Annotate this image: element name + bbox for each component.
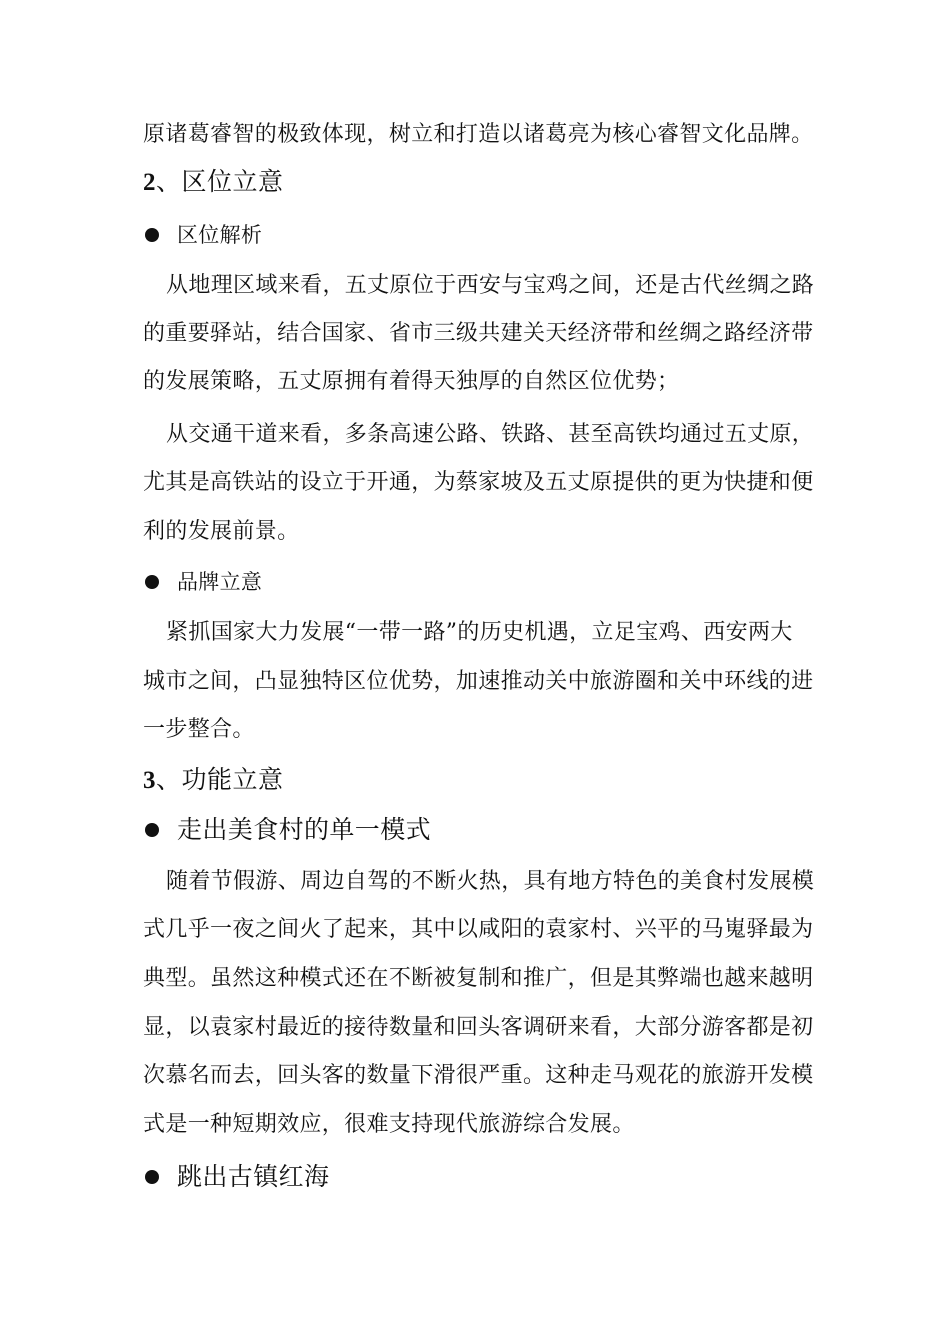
paragraph-line: 利的发展前景。 (143, 519, 300, 544)
bullet-icon (145, 228, 159, 242)
paragraph-line: 典型。虽然这种模式还在不断被复制和推广，但是其弊端也越来越明 (143, 966, 814, 991)
bullet-icon (145, 823, 159, 837)
bullet-label: 走出美食村的单一模式 (177, 815, 432, 844)
bullet-icon (145, 1170, 159, 1184)
paragraph-line: 城市之间，凸显独特区位优势，加速推动关中旅游圈和关中环线的进 (143, 669, 814, 694)
bullet-label: 区位解析 (177, 223, 263, 247)
bullet-icon (145, 575, 159, 589)
section-heading-3 (143, 760, 808, 800)
bullet-item-brand-concept (145, 562, 262, 602)
paragraph-line: 紧抓国家大力发展“一带一路”的历史机遇，立足宝鸡、西安两大 (166, 620, 793, 645)
paragraph-line: 一步整合。 (143, 717, 255, 742)
heading-number: 3 (143, 767, 156, 794)
bullet-label: 跳出古镇红海 (177, 1162, 330, 1191)
bullet-label: 品牌立意 (177, 570, 263, 594)
paragraph-line: 的发展策略，五丈原拥有着得天独厚的自然区位优势； (143, 369, 680, 394)
paragraph-line: 次慕名而去，回头客的数量下滑很严重。这种走马观花的旅游开发模 (143, 1063, 814, 1088)
paragraph-line: 随着节假游、周边自驾的不断火热，具有地方特色的美食村发展模 (166, 869, 815, 894)
bullet-item-food-village (145, 810, 431, 850)
heading-text: 、区位立意 (156, 167, 284, 196)
paragraph-line: 从交通干道来看，多条高速公路、铁路、甚至高铁均通过五丈原， (166, 422, 815, 447)
bullet-item-location-analysis (145, 215, 262, 255)
paragraph-line: 从地理区域来看，五丈原位于西安与宝鸡之间，还是古代丝绸之路 (166, 273, 815, 298)
paragraph-line: 式几乎一夜之间火了起来，其中以咸阳的袁家村、兴平的马嵬驿最为 (143, 917, 814, 942)
section-heading-2 (143, 162, 808, 202)
paragraph-line: 原诸葛睿智的极致体现，树立和打造以诸葛亮为核心睿智文化品牌。 (143, 122, 814, 147)
heading-text: 、功能立意 (156, 765, 284, 794)
paragraph-line: 显，以袁家村最近的接待数量和回头客调研来看，大部分游客都是初 (143, 1015, 814, 1040)
bullet-item-ancient-town (145, 1157, 329, 1197)
paragraph-line: 尤其是高铁站的设立于开通，为蔡家坡及五丈原提供的更为快捷和便 (143, 470, 814, 495)
paragraph-line: 式是一种短期效应，很难支持现代旅游综合发展。 (143, 1112, 635, 1137)
paragraph-line: 的重要驿站，结合国家、省市三级共建关天经济带和丝绸之路经济带 (143, 321, 814, 346)
heading-number: 2 (143, 169, 156, 196)
